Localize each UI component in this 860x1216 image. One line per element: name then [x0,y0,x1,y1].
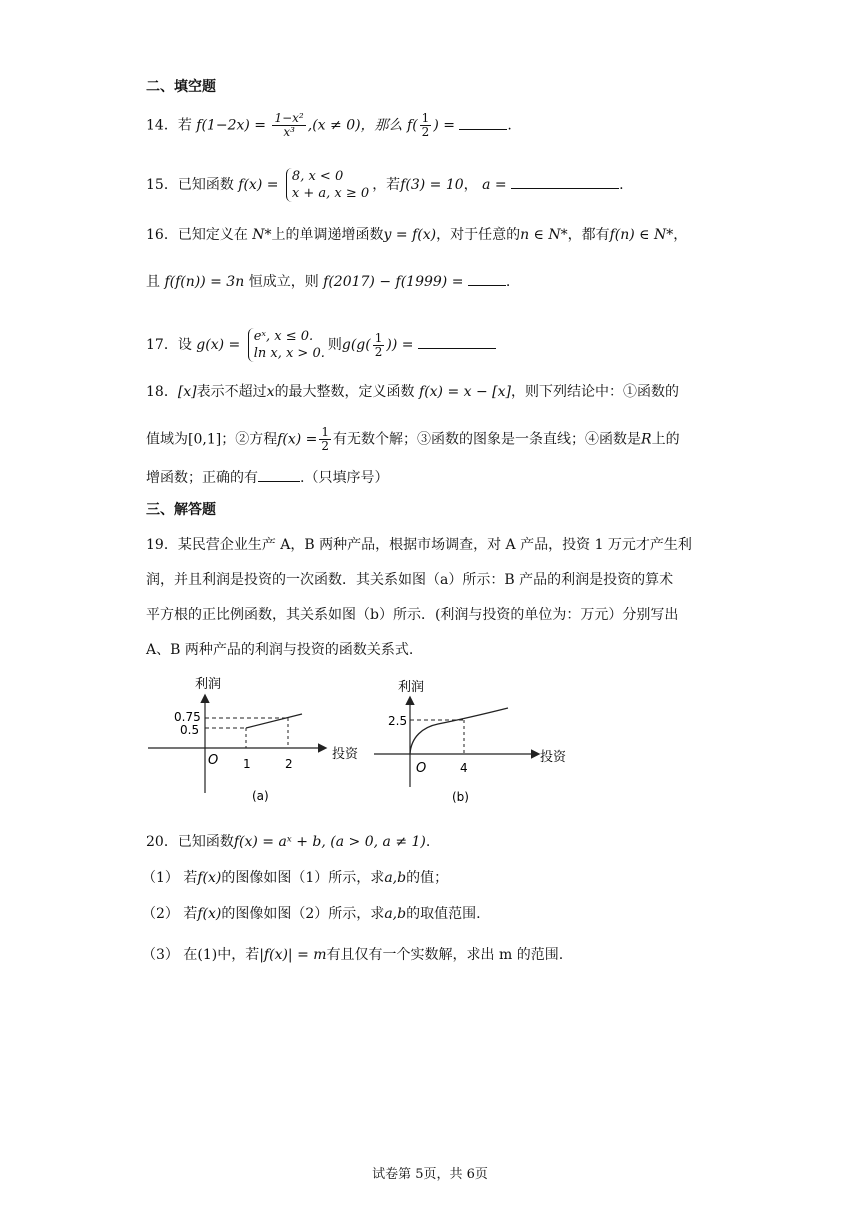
fig-b-ylabel: 利润 [398,680,425,695]
q17-number: 17． [146,337,178,353]
question-17 [146,328,496,362]
q17-half: $\frac{1}{2}$ [374,330,383,359]
q17-ask-close: )) = [386,337,414,353]
question-14 [146,112,512,139]
fig-b-caption: (b) [452,790,469,804]
q16-answer-blank [468,271,506,286]
q19-line-2: 润，并且利润是投资的一次函数．其关系如图（a）所示：B 产品的利润是投资的算术 [146,572,674,588]
q20-p2-a: 若 [183,906,198,922]
question-16-line-1 [146,225,687,245]
q15-mid: ，若 [372,177,401,193]
q17-piecewise: eˣ, x ≤ 0. ln x, x > 0. [248,328,325,362]
q15-pre: 已知函数 [177,177,234,193]
q18-text-c: ，则下列结论中：①函数的 [511,384,679,400]
fig-a-xlabel: 投资 [332,747,359,762]
q20-part-3 [142,945,563,965]
fig-b-x-tick-4: 4 [460,761,468,775]
q14-answer-blank [459,115,507,130]
q18-text-f: 有无数个解；③函数的图象是一条直线；④函数是 [333,431,642,448]
question-15 [146,168,624,202]
q20-p2-ab: a,b [384,906,407,922]
fig-b-origin: O [416,761,427,776]
q18-text-a: 表示不超过 [196,384,267,400]
fig-a-origin: O [208,753,219,768]
question-20 [146,832,430,852]
q15-comma: ， [463,177,478,193]
q18-eq: f(x) = [277,431,318,448]
q18-text-d: 值域为 [146,431,188,448]
q16-set: N* [252,227,272,243]
q16-func: y = f(x) [383,227,437,243]
q20-part-1 [142,868,448,888]
q18-range: [0,1] [188,431,222,448]
q14-condition: ,(x ≠ 0)，那么 [307,117,403,134]
q19-line-3: 平方根的正比例函数，其关系如图（b）所示．(利润与投资的单位为：万元）分别写出 [146,607,679,623]
q17-ask-open: g(g( [341,337,371,353]
q14-f-close: ) = [433,117,455,134]
q16-text-a: 已知定义在 [177,227,248,243]
fig-a-y-tick-05: 0.5 [180,723,200,737]
fig-a-ylabel: 利润 [195,677,222,692]
q15-number: 15． [146,177,178,193]
q18-func: f(x) = x − [x] [419,384,511,400]
q14-number: 14． [146,117,178,134]
q20-p2-num: （2） [142,906,179,922]
q20-end: . [425,834,431,850]
q20-p1-c: 的值； [406,870,449,886]
q17-mid: 则 [327,337,342,353]
q19-line-1: 19．某民营企业生产 A，B 两种产品，根据市场调查，对 A 产品，投资 1 万元才产生利 [146,537,692,553]
q20-part-2 [142,904,481,924]
q14-lhs: f(1−2x) = [196,117,267,134]
q20-p2-b: 的图像如图（2）所示，求 [221,906,385,922]
question-16-line-2 [146,271,510,292]
q17-lhs: g(x) = [196,337,241,353]
q16-number: 16． [146,227,178,243]
q14-pre: 若 [177,117,192,134]
fig-a-y-tick-075: 0.75 [174,710,201,724]
q20-p3-b: 有且仅有一个实数解，求出 m 的范围. [326,947,564,963]
q16-cond1: n ∈ N* [520,227,568,243]
fig-b-y-tick-25: 2.5 [388,714,408,728]
q18-text-g: 上的 [651,431,680,448]
q18-answer-blank [258,467,300,482]
section-fill-blank-heading: 二、填空题 [146,79,216,95]
fig-a-graph-line [246,714,302,728]
q15-end: . [619,177,624,193]
section-solve-heading: 三、解答题 [146,502,216,518]
q20-p3-f: |f(x)| = m [259,947,327,963]
q18-half: $\frac{1}{2}$ [321,425,330,453]
q18-text-b: 的最大整数，定义函数 [274,384,415,400]
q14-f-open: f( [407,117,418,134]
page-footer: 试卷第 5页，共 6页 [372,1167,488,1182]
q16-text-f: 且 [146,274,160,290]
question-18-line-2 [146,426,680,453]
figure-b [368,672,583,807]
q18-floor: [x] [177,384,197,400]
q15-condition: f(3) = 10 [400,177,464,193]
q14-end: . [507,117,512,134]
q18-x: x [266,384,275,400]
q17-pre: 设 [177,337,192,353]
q20-func: f(x) = aˣ + b, (a > 0, a ≠ 1) [233,834,426,850]
q15-piecewise: 8, x < 0 x + a, x ≥ 0 [286,168,369,202]
fig-b-xlabel: 投资 [540,750,567,765]
q16-end: . [505,274,511,290]
q20-p2-c: 的取值范围. [406,906,481,922]
q15-lhs: f(x) = [238,177,279,193]
fig-a-x-tick-2: 2 [285,757,293,771]
figure-a [140,668,359,808]
q16-text-b: 上的单调递增函数 [271,227,384,243]
q20-p1-f: f(x) [197,870,222,886]
q16-equation: f(f(n)) = 3n [164,274,245,290]
q18-R: R [641,431,652,448]
question-18-line-3 [146,467,388,488]
q15-ask: a = [482,177,507,193]
q14-half: $\frac{1}{2}$ [421,111,430,139]
q14-fraction: $\frac{\text{1−x²}}{\text{x³}}$ [274,111,304,139]
q15-answer-blank [511,174,619,189]
fig-a-x-tick-1: 1 [243,757,251,771]
q20-text-a: 20．已知函数 [146,834,234,850]
q20-p1-b: 的图像如图（1）所示，求 [221,870,385,886]
question-18-line-1 [146,382,679,402]
q18-text-i: .（只填序号） [300,470,389,486]
q16-text-c: ，对于任意的 [436,227,521,243]
q16-ask: f(2017) − f(1999) = [323,274,464,290]
fig-b-graph-curve [410,708,508,754]
q16-text-e: ， [673,227,688,243]
q20-p1-a: 若 [183,870,198,886]
q18-number: 18． [146,384,178,400]
q18-text-e: ；②方程 [221,431,278,448]
q20-p3-num: （3） [142,947,179,963]
q20-p2-f: f(x) [197,906,222,922]
fig-a-caption: (a) [252,789,269,803]
q17-answer-blank [418,334,496,349]
q16-text-d: ，都有 [567,227,610,243]
q16-text-g: 恒成立，则 [248,274,319,290]
q20-p3-a: 在(1)中，若 [183,947,260,963]
q20-p1-num: （1） [142,870,179,886]
q19-line-4: A、B 两种产品的利润与投资的函数关系式. [146,642,414,658]
q18-text-h: 增函数；正确的有 [146,470,258,486]
q20-p1-ab: a,b [384,870,407,886]
q16-cond2: f(n) ∈ N* [609,227,674,243]
